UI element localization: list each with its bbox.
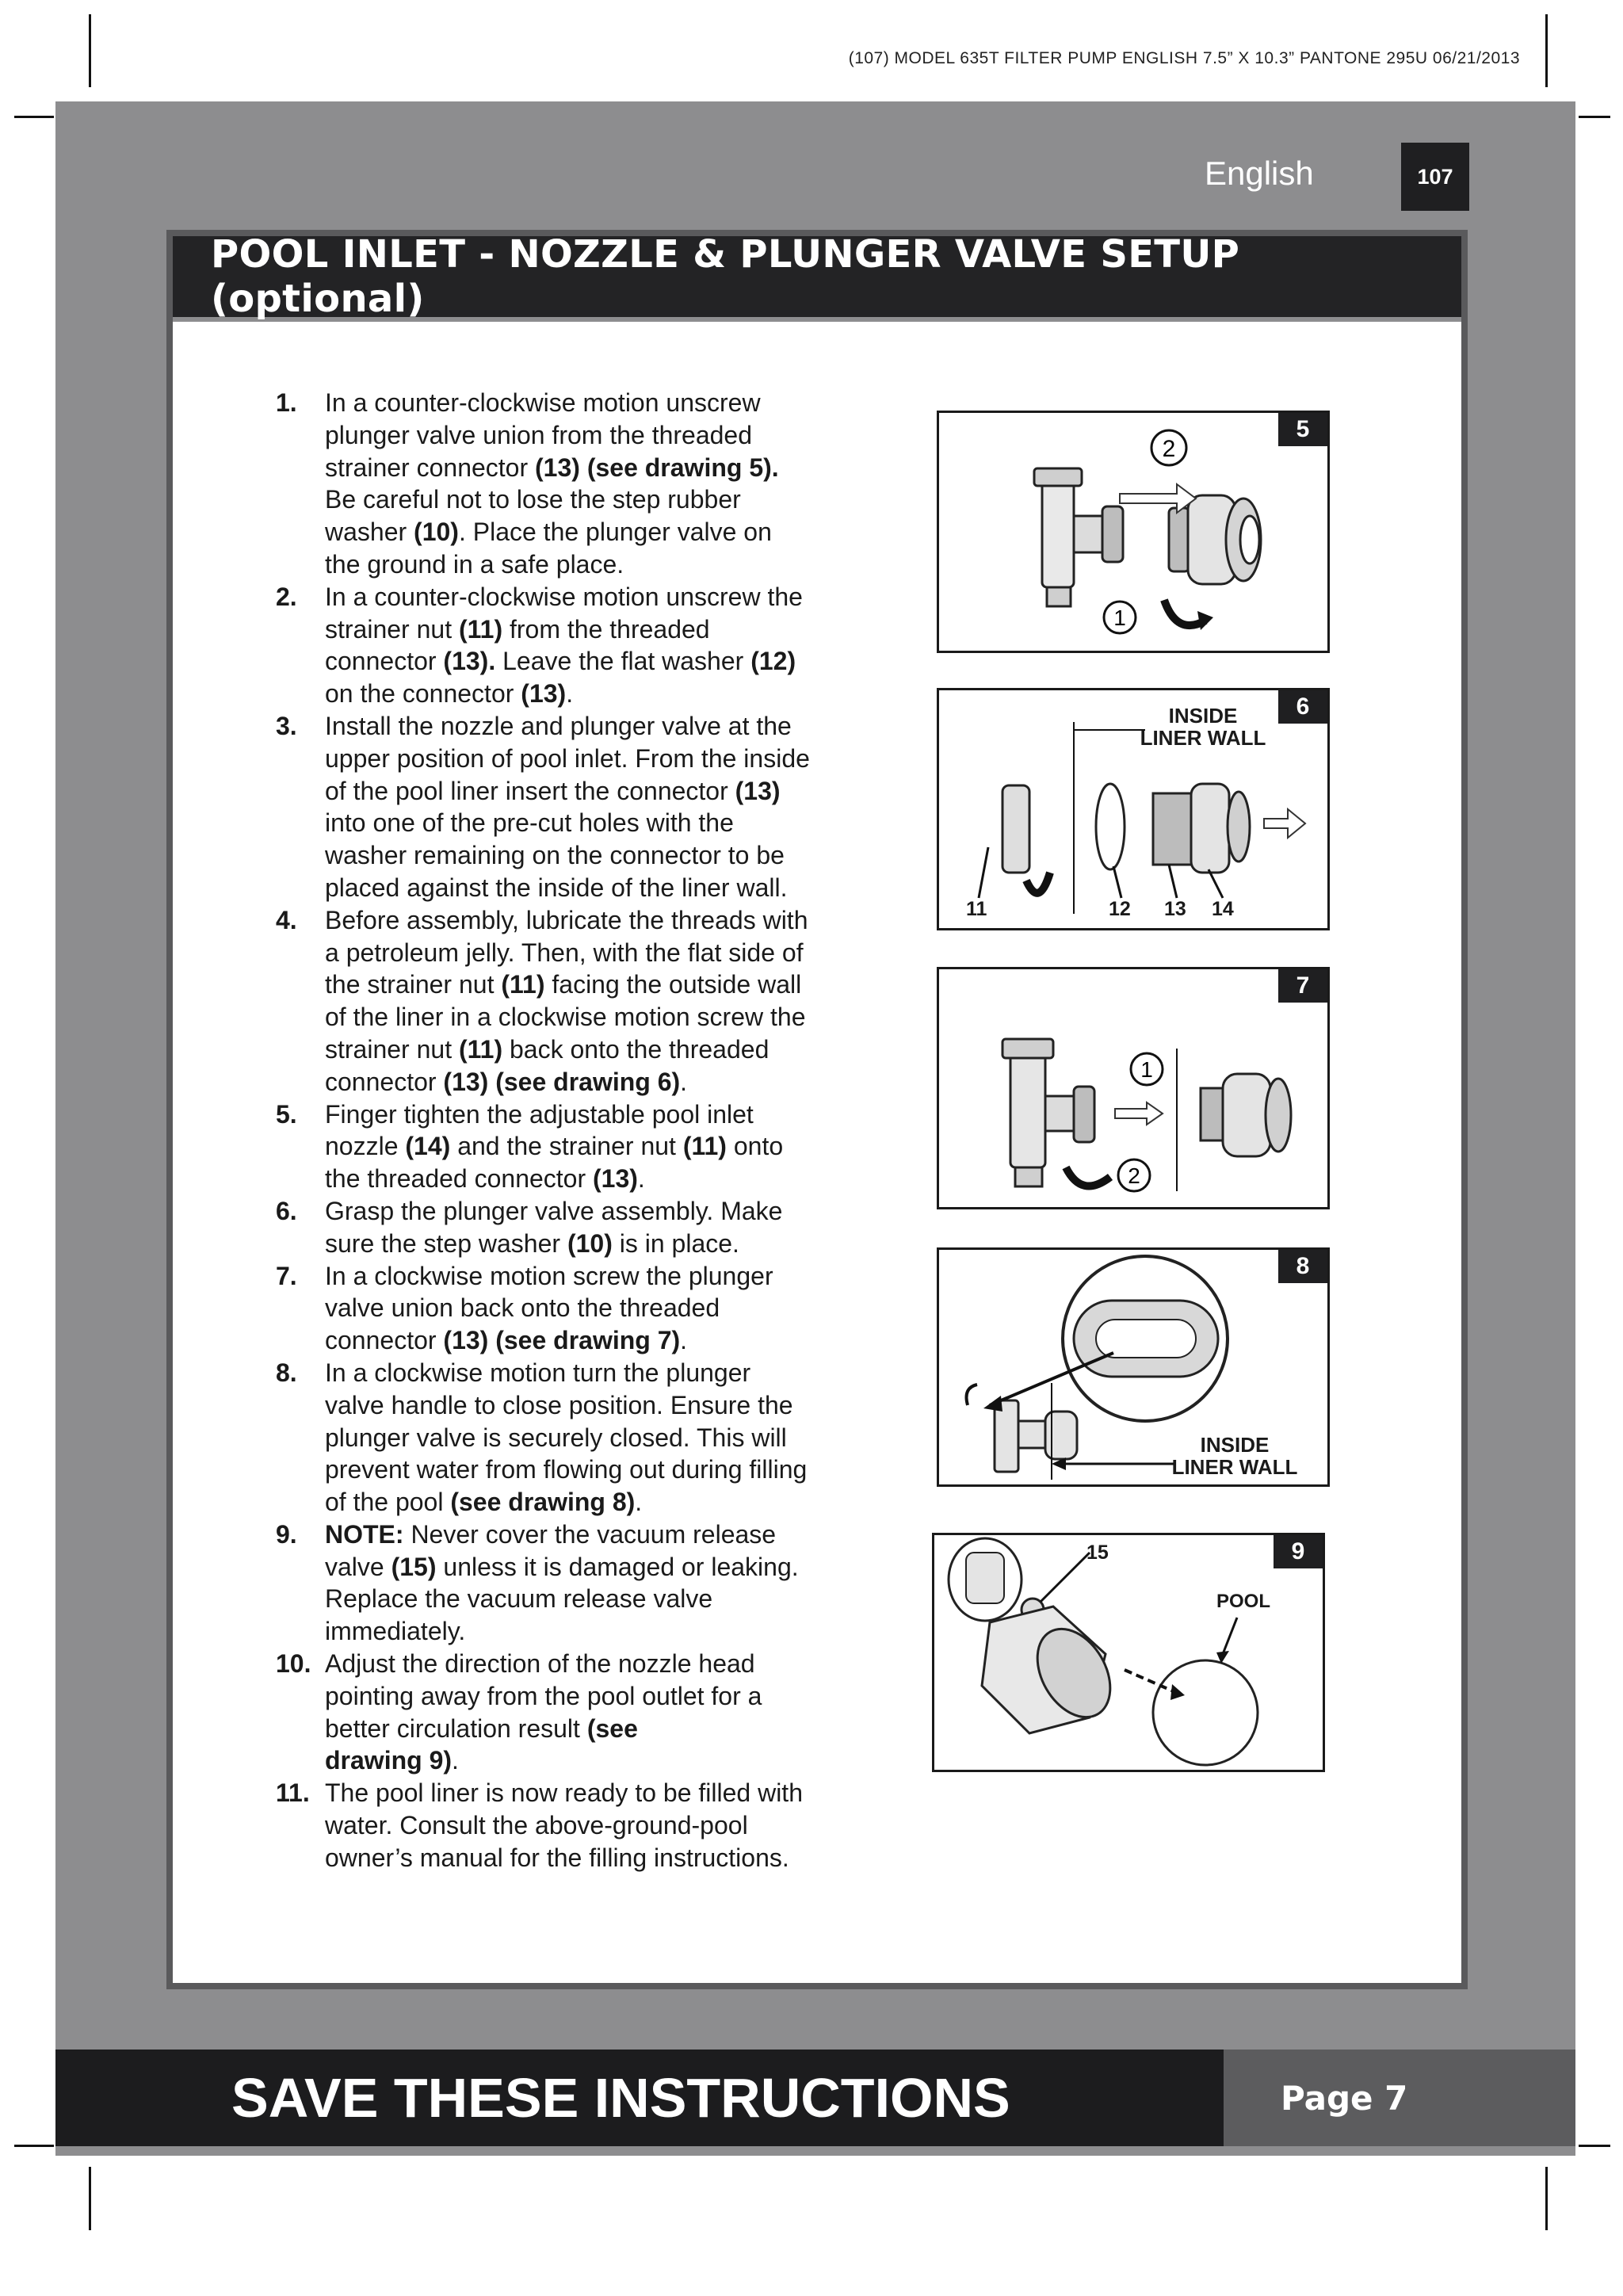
crop-mark (1579, 116, 1610, 118)
step-text: Finger tighten the adjustable pool inlet nozzle (14) and the strainer nut (11) onto the threaded connector (13). (325, 1099, 784, 1194)
step-number: 5. (276, 1099, 297, 1129)
crop-mark (14, 116, 54, 118)
pool-label: POOL (1216, 1591, 1271, 1612)
step-number: 11. (276, 1778, 310, 1808)
step-number: 9. (276, 1519, 297, 1549)
crop-mark (89, 2167, 91, 2230)
drawing-7 (937, 967, 1330, 1209)
page-number-badge: 107 (1401, 143, 1469, 211)
crop-mark (89, 14, 91, 87)
step-number: 10. (276, 1649, 311, 1679)
step-item (276, 1195, 1037, 1260)
drawing-number: 9 (1274, 1535, 1323, 1568)
step-item (276, 904, 1037, 1098)
step-label: 2 (1128, 1163, 1140, 1188)
drawing-9-illustration (934, 1535, 1327, 1775)
drawing-5 (937, 411, 1330, 653)
step-label: 2 (1162, 436, 1176, 462)
drawing-5-illustration (939, 413, 1332, 655)
step-number: 4. (276, 905, 297, 934)
inside-liner-wall-callout: INSIDE LINER WALL (1171, 1433, 1298, 1479)
steps-list (276, 387, 1037, 1874)
language-label: English (1205, 155, 1314, 192)
drawing-8 (937, 1247, 1330, 1487)
step-item (276, 581, 1037, 710)
step-text: Adjust the direction of the nozzle head pointing away from the pool outlet for a better circulation result (see drawing 9). (325, 1649, 762, 1775)
part-label-15: 15 (1086, 1541, 1109, 1564)
step-text: Before assembly, lubricate the threads with a petroleum jelly. Then, with the flat side of the strainer nut (11) facing the outside wall of the liner in a clockwise motion screw the strainer nut (11) back onto the threaded connector (13) (see drawing 6). (325, 905, 808, 1096)
step-text: In a counter-clockwise motion unscrew plunger valve union from the threaded strainer connector (13) (see drawing 5). Be careful not to lose the step rubber washer (10). Place the plunger valve on the ground in a safe place. (325, 388, 779, 579)
content-panel (166, 230, 1468, 1989)
drawing-7-illustration (939, 969, 1332, 1212)
step-label: 1 (1140, 1057, 1153, 1082)
drawing-number: 8 (1278, 1250, 1327, 1283)
step-item (276, 1260, 1037, 1357)
step-item (276, 1098, 1037, 1195)
step-item (276, 1519, 1037, 1648)
print-slug: (107) MODEL 635T FILTER PUMP ENGLISH 7.5” X 10.3” PANTONE 295U 06/21/2013 (848, 49, 1520, 67)
drawing-number: 7 (1278, 969, 1327, 1003)
crop-mark (14, 2145, 54, 2147)
step-number: 6. (276, 1196, 297, 1225)
drawing-number: 6 (1278, 690, 1327, 724)
step-text: The pool liner is now ready to be filled with water. Consult the above-ground-pool owner’s manual for the filling instructions. (325, 1778, 803, 1872)
step-text: In a counter-clockwise motion unscrew the strainer nut (11) from the threaded connector (13). Leave the flat washer (12) on the connector (13). (325, 582, 803, 709)
footer-page-number: Page 7 (1224, 2050, 1575, 2146)
inside-liner-wall-callout: INSIDE LINER WALL (1140, 704, 1266, 750)
step-text: NOTE: Never cover the vacuum release valve (15) unless it is damaged or leaking. Replace the vacuum release valve immediately. (325, 1519, 799, 1646)
drawing-6 (937, 688, 1330, 930)
step-item (276, 387, 1037, 581)
step-item (276, 710, 1037, 904)
step-number: 7. (276, 1261, 297, 1290)
step-number: 8. (276, 1358, 297, 1387)
drawing-number: 5 (1278, 413, 1327, 446)
part-label: 12 (1109, 898, 1131, 920)
step-text: In a clockwise motion screw the plunger valve union back onto the threaded connector (13) (see drawing 7). (325, 1261, 773, 1355)
crop-mark (1545, 14, 1548, 87)
footer-title: SAVE THESE INSTRUCTIONS (231, 2067, 1010, 2129)
section-title: POOL INLET - NOZZLE & PLUNGER VALVE SETUP (optional) (173, 236, 1461, 322)
step-text: In a clockwise motion turn the plunger valve handle to close position. Ensure the plunger valve is securely closed. This will prevent water from flowing out during filling of the pool (see drawing 8). (325, 1358, 808, 1517)
step-item (276, 1648, 1037, 1777)
step-number: 2. (276, 582, 297, 611)
step-number: 1. (276, 388, 297, 417)
part-label: 13 (1164, 898, 1186, 920)
drawing-6-illustration (939, 690, 1332, 933)
step-text: Install the nozzle and plunger valve at the upper position of pool inlet. From the inside of the pool liner insert the connector (13) into one of the pre-cut holes with the washer remaining on the connector to be placed against the inside of the liner wall. (325, 711, 810, 902)
crop-mark (1579, 2145, 1610, 2147)
crop-mark (1545, 2167, 1548, 2230)
part-label: 11 (966, 898, 987, 920)
drawing-8-illustration (939, 1250, 1332, 1489)
step-item (276, 1357, 1037, 1519)
drawing-9 (932, 1533, 1325, 1772)
step-label: 1 (1113, 606, 1126, 630)
step-item (276, 1777, 1037, 1874)
step-number: 3. (276, 711, 297, 740)
part-label: 14 (1212, 898, 1234, 920)
step-text: Grasp the plunger valve assembly. Make sure the step washer (10) is in place. (325, 1196, 783, 1258)
